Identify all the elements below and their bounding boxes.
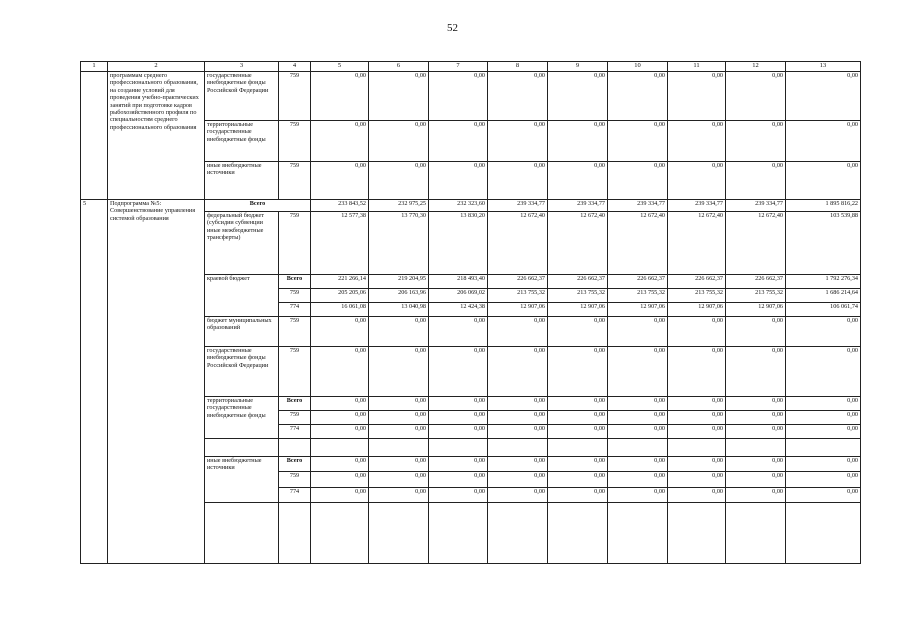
funding-source-cell: иные внебюджетные источники [205, 162, 279, 200]
amount-cell: 0,00 [311, 397, 369, 411]
column-header: 12 [726, 62, 786, 72]
funding-source-cell: государственные внебюджетные фонды Российской Федерации [205, 347, 279, 397]
amount-cell: 0,00 [726, 472, 786, 488]
column-header: 8 [488, 62, 548, 72]
amount-cell: 0,00 [311, 488, 369, 503]
code-cell: 774 [279, 425, 311, 439]
amount-cell: 0,00 [786, 317, 861, 347]
amount-cell: 12 907,06 [548, 303, 608, 317]
amount-cell: 0,00 [369, 488, 429, 503]
empty-cell [311, 503, 369, 564]
amount-cell: 13 770,30 [369, 212, 429, 275]
amount-cell: 0,00 [311, 472, 369, 488]
row-number-cell [81, 72, 108, 200]
amount-cell: 0,00 [668, 397, 726, 411]
empty-cell [786, 503, 861, 564]
amount-cell: 103 539,88 [786, 212, 861, 275]
amount-cell: 0,00 [369, 121, 429, 162]
amount-cell: 0,00 [548, 411, 608, 425]
program-name-cell: программам среднего профессионального образования, на создание условий для проведения учебно-практических занятий при подготовке кадров рыбохозяйственного профиля по специальностям среднего профессионального образования [108, 72, 205, 200]
empty-cell [205, 503, 279, 564]
amount-cell: 0,00 [668, 72, 726, 121]
code-cell: 759 [279, 162, 311, 200]
amount-cell: 0,00 [429, 488, 488, 503]
empty-cell [608, 439, 668, 457]
code-cell: Всего [279, 457, 311, 472]
empty-cell [726, 503, 786, 564]
funding-source-cell: краевой бюджет [205, 275, 279, 317]
column-header: 6 [369, 62, 429, 72]
amount-cell: 226 662,37 [726, 275, 786, 289]
amount-cell: 0,00 [369, 72, 429, 121]
column-header: 1 [81, 62, 108, 72]
amount-cell: 16 061,08 [311, 303, 369, 317]
amount-cell: 0,00 [608, 472, 668, 488]
column-header: 13 [786, 62, 861, 72]
table-row [81, 200, 861, 212]
amount-cell: 12 672,40 [726, 212, 786, 275]
amount-cell: 0,00 [786, 347, 861, 397]
empty-cell [548, 439, 608, 457]
amount-cell: 0,00 [726, 121, 786, 162]
amount-cell: 206 163,96 [369, 289, 429, 303]
amount-cell: 0,00 [668, 457, 726, 472]
empty-cell [205, 439, 279, 457]
amount-cell: 0,00 [726, 488, 786, 503]
code-cell: Всего [279, 275, 311, 289]
empty-cell [279, 503, 311, 564]
amount-cell: 0,00 [488, 347, 548, 397]
amount-cell: 0,00 [488, 397, 548, 411]
amount-cell: 13 040,98 [369, 303, 429, 317]
amount-cell: 0,00 [548, 317, 608, 347]
empty-cell [369, 439, 429, 457]
column-header: 4 [279, 62, 311, 72]
column-header: 7 [429, 62, 488, 72]
amount-cell: 213 755,32 [488, 289, 548, 303]
amount-cell: 0,00 [311, 162, 369, 200]
amount-cell: 0,00 [429, 457, 488, 472]
column-header: 2 [108, 62, 205, 72]
page-number: 52 [447, 22, 458, 34]
amount-cell: 0,00 [786, 425, 861, 439]
amount-cell: 13 830,20 [429, 212, 488, 275]
amount-cell: 0,00 [548, 457, 608, 472]
amount-cell: 0,00 [488, 72, 548, 121]
amount-cell: 0,00 [668, 411, 726, 425]
program-name-cell: Подпрограмма №5: Совершенствование управления системой образования [108, 200, 205, 564]
amount-cell: 0,00 [311, 457, 369, 472]
amount-cell: 239 334,77 [726, 200, 786, 212]
amount-cell: 0,00 [786, 472, 861, 488]
amount-cell: 226 662,37 [488, 275, 548, 289]
amount-cell: 0,00 [311, 347, 369, 397]
amount-cell: 0,00 [429, 411, 488, 425]
amount-cell: 226 662,37 [608, 275, 668, 289]
amount-cell: 12 672,40 [668, 212, 726, 275]
funding-source-cell: федеральный бюджет (субсидии субвенции иные межбюджетные трансферты) [205, 212, 279, 275]
empty-cell [668, 503, 726, 564]
empty-cell [369, 503, 429, 564]
column-header: 5 [311, 62, 369, 72]
column-header: 9 [548, 62, 608, 72]
amount-cell: 106 061,74 [786, 303, 861, 317]
amount-cell: 206 069,02 [429, 289, 488, 303]
amount-cell: 0,00 [369, 425, 429, 439]
amount-cell: 213 755,32 [608, 289, 668, 303]
amount-cell: 0,00 [786, 397, 861, 411]
amount-cell: 0,00 [726, 72, 786, 121]
amount-cell: 0,00 [668, 472, 726, 488]
amount-cell: 0,00 [548, 72, 608, 121]
amount-cell: 12 907,06 [668, 303, 726, 317]
amount-cell: 0,00 [668, 162, 726, 200]
amount-cell: 0,00 [668, 425, 726, 439]
amount-cell: 0,00 [311, 72, 369, 121]
amount-cell: 0,00 [429, 397, 488, 411]
amount-cell: 0,00 [608, 162, 668, 200]
funding-source-cell: бюджет муниципальных образований [205, 317, 279, 347]
amount-cell: 0,00 [369, 472, 429, 488]
amount-cell: 0,00 [786, 121, 861, 162]
amount-cell: 239 334,77 [608, 200, 668, 212]
amount-cell: 226 662,37 [548, 275, 608, 289]
amount-cell: 0,00 [429, 425, 488, 439]
amount-cell: 221 266,14 [311, 275, 369, 289]
amount-cell: 0,00 [548, 121, 608, 162]
amount-cell: 0,00 [668, 121, 726, 162]
amount-cell: 233 843,52 [311, 200, 369, 212]
amount-cell: 0,00 [668, 347, 726, 397]
amount-cell: 205 205,06 [311, 289, 369, 303]
amount-cell: 12 907,06 [726, 303, 786, 317]
row-number-cell: 5 [81, 200, 108, 564]
amount-cell: 232 975,25 [369, 200, 429, 212]
funding-source-cell: территориальные государственные внебюджетные фонды [205, 397, 279, 439]
amount-cell: 0,00 [786, 457, 861, 472]
code-cell: 759 [279, 289, 311, 303]
empty-cell [668, 439, 726, 457]
amount-cell: 0,00 [311, 411, 369, 425]
empty-cell [429, 503, 488, 564]
amount-cell: 0,00 [668, 317, 726, 347]
empty-cell [311, 439, 369, 457]
amount-cell: 0,00 [369, 411, 429, 425]
amount-cell: 0,00 [726, 425, 786, 439]
amount-cell: 0,00 [726, 317, 786, 347]
amount-cell: 0,00 [548, 347, 608, 397]
empty-cell [488, 439, 548, 457]
amount-cell: 0,00 [548, 488, 608, 503]
amount-cell: 0,00 [311, 317, 369, 347]
amount-cell: 239 334,77 [668, 200, 726, 212]
amount-cell: 0,00 [429, 472, 488, 488]
amount-cell: 0,00 [548, 425, 608, 439]
budget-table [80, 61, 861, 564]
amount-cell: 0,00 [429, 162, 488, 200]
amount-cell: 0,00 [488, 457, 548, 472]
amount-cell: 0,00 [608, 425, 668, 439]
code-cell: 774 [279, 488, 311, 503]
amount-cell: 12 672,40 [608, 212, 668, 275]
code-cell: Всего [279, 397, 311, 411]
funding-source-cell: иные внебюджетные источники [205, 457, 279, 503]
amount-cell: 0,00 [369, 162, 429, 200]
amount-cell: 0,00 [488, 472, 548, 488]
amount-cell: 12 672,40 [548, 212, 608, 275]
funding-source-cell: государственные внебюджетные фонды Российской Федерации [205, 72, 279, 121]
amount-cell: 0,00 [488, 162, 548, 200]
amount-cell: 0,00 [608, 347, 668, 397]
amount-cell: 0,00 [608, 488, 668, 503]
amount-cell: 0,00 [608, 121, 668, 162]
code-cell: 774 [279, 303, 311, 317]
amount-cell: 1 895 816,22 [786, 200, 861, 212]
amount-cell: 219 204,95 [369, 275, 429, 289]
table-row [81, 62, 861, 72]
amount-cell: 0,00 [786, 72, 861, 121]
code-cell: 759 [279, 72, 311, 121]
amount-cell: 0,00 [726, 162, 786, 200]
empty-cell [726, 439, 786, 457]
amount-cell: 239 334,77 [488, 200, 548, 212]
amount-cell: 226 662,37 [668, 275, 726, 289]
column-header: 10 [608, 62, 668, 72]
empty-cell [786, 439, 861, 457]
total-label-cell: Всего [205, 200, 311, 212]
amount-cell: 0,00 [548, 472, 608, 488]
column-header: 3 [205, 62, 279, 72]
amount-cell: 0,00 [786, 162, 861, 200]
budget-table-body [81, 62, 861, 564]
amount-cell: 0,00 [548, 162, 608, 200]
amount-cell: 0,00 [608, 457, 668, 472]
amount-cell: 0,00 [608, 411, 668, 425]
amount-cell: 0,00 [369, 317, 429, 347]
amount-cell: 0,00 [608, 397, 668, 411]
code-cell: 759 [279, 411, 311, 425]
amount-cell: 239 334,77 [548, 200, 608, 212]
amount-cell: 0,00 [429, 317, 488, 347]
amount-cell: 1 686 214,64 [786, 289, 861, 303]
amount-cell: 0,00 [488, 411, 548, 425]
amount-cell: 213 755,32 [668, 289, 726, 303]
code-cell: 759 [279, 347, 311, 397]
amount-cell: 0,00 [608, 317, 668, 347]
amount-cell: 0,00 [311, 121, 369, 162]
amount-cell: 12 424,38 [429, 303, 488, 317]
amount-cell: 0,00 [488, 317, 548, 347]
amount-cell: 232 323,60 [429, 200, 488, 212]
empty-cell [548, 503, 608, 564]
amount-cell: 0,00 [429, 121, 488, 162]
amount-cell: 0,00 [786, 411, 861, 425]
amount-cell: 0,00 [369, 347, 429, 397]
amount-cell: 218 493,40 [429, 275, 488, 289]
code-cell: 759 [279, 472, 311, 488]
amount-cell: 0,00 [311, 425, 369, 439]
amount-cell: 213 755,32 [726, 289, 786, 303]
amount-cell: 0,00 [726, 411, 786, 425]
amount-cell: 0,00 [369, 457, 429, 472]
amount-cell: 0,00 [429, 347, 488, 397]
empty-cell [279, 439, 311, 457]
amount-cell: 0,00 [608, 72, 668, 121]
amount-cell: 0,00 [488, 425, 548, 439]
amount-cell: 0,00 [786, 488, 861, 503]
amount-cell: 12 907,06 [608, 303, 668, 317]
amount-cell: 0,00 [726, 397, 786, 411]
amount-cell: 0,00 [548, 397, 608, 411]
amount-cell: 213 755,32 [548, 289, 608, 303]
code-cell: 759 [279, 317, 311, 347]
empty-cell [608, 503, 668, 564]
amount-cell: 12 907,06 [488, 303, 548, 317]
empty-cell [488, 503, 548, 564]
amount-cell: 0,00 [488, 488, 548, 503]
amount-cell: 12 577,38 [311, 212, 369, 275]
empty-cell [429, 439, 488, 457]
amount-cell: 0,00 [369, 397, 429, 411]
funding-source-cell: территориальные государственные внебюджетные фонды [205, 121, 279, 162]
table-row [81, 72, 861, 121]
amount-cell: 0,00 [668, 488, 726, 503]
amount-cell: 1 792 276,34 [786, 275, 861, 289]
amount-cell: 0,00 [726, 347, 786, 397]
column-header: 11 [668, 62, 726, 72]
amount-cell: 0,00 [488, 121, 548, 162]
amount-cell: 12 672,40 [488, 212, 548, 275]
code-cell: 759 [279, 212, 311, 275]
code-cell: 759 [279, 121, 311, 162]
amount-cell: 0,00 [429, 72, 488, 121]
amount-cell: 0,00 [726, 457, 786, 472]
